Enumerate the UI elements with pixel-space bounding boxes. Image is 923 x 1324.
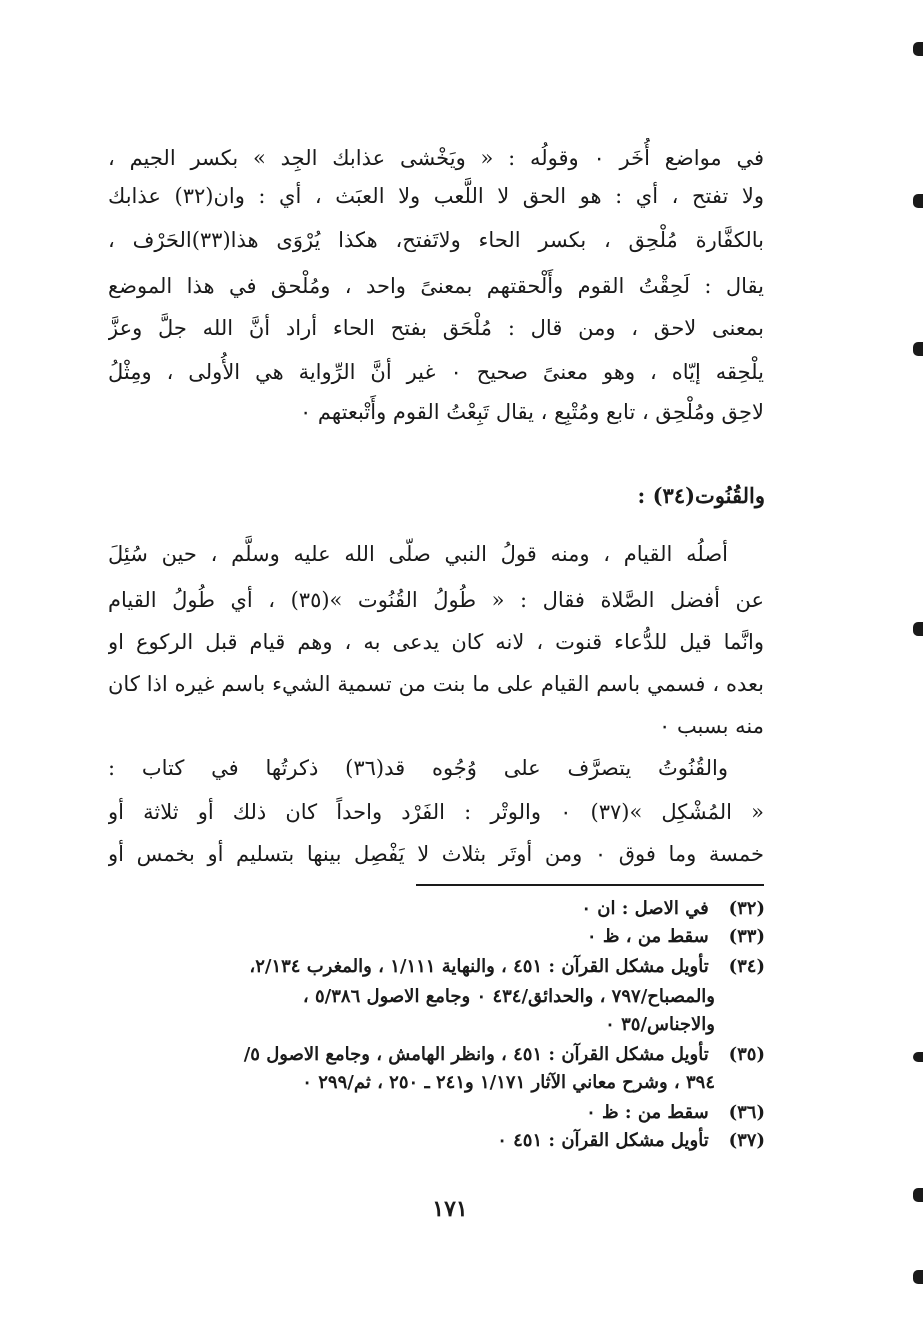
- scan-edge-mark: [913, 42, 923, 56]
- paragraph1-line-1: في مواضع أُخَر ٠ وقولُه : « ويَخْشى عذابك الجِد » بكسر الجيم ،: [108, 146, 764, 170]
- paragraph1-line-5: بمعنى لاحق ، ومن قال : مُلْحَق بفتح الحاء أراد أنَّ الله جلَّ وعزَّ: [108, 316, 764, 340]
- footnote-33: [105, 922, 765, 952]
- scan-edge-mark: [913, 1188, 923, 1202]
- footnote-number: (٣٣): [728, 926, 765, 947]
- paragraph2-line-3: وانَّما قيل للدُّعاء قنوت ، لانه كان يدعى به ، وهم قيام قبل الركوع او: [108, 630, 764, 654]
- paragraph3-line-1: والقُنُوتُ يتصرَّف على وُجُوه قد(٣٦) ذكرتُها في كتاب :: [108, 756, 728, 780]
- paragraph3-line-2: « المُشْكِل »(٣٧) ٠ والوتْر : الفَرْد واحداً كان ذلك أو ثلاثة أو: [108, 800, 764, 824]
- paragraph1-line-6: يلْحِقه إيّاه ، وهو معنىً صحيح ٠ غير أنَّ الرِّواية هي الأُولى ، ومِثْلُ: [108, 360, 764, 384]
- page-number: ١٧١: [432, 1196, 468, 1222]
- footnote-34-line-2: والمصباح/٧٩٧ ، والحدائق/٤٣٤ ٠ وجامع الاصول ٥/٣٨٦ ،: [302, 986, 715, 1007]
- footnote-number: (٣٦): [728, 1102, 765, 1123]
- scan-edge-mark: [913, 1052, 923, 1062]
- paragraph2-line-2: عن أفضل الصَّلاة فقال : « طُولُ القُنُوت »(٣٥) ، أي طُولُ القيام: [108, 588, 764, 612]
- footnote-37: [105, 1126, 765, 1156]
- footnote-35: [105, 1040, 765, 1070]
- footnote-32: [105, 894, 765, 924]
- scan-edge-mark: [913, 1270, 923, 1284]
- footnote-36: [105, 1098, 765, 1128]
- footnote-text: في الاصل : ان ٠: [581, 898, 709, 919]
- footnote-text: تأويل مشكل القرآن : ٤٥١ ، وانظر الهامش ، وجامع الاصول ٥/: [243, 1044, 709, 1065]
- footnote-34: [105, 952, 765, 982]
- section-heading: والقُنُوت(٣٤) :: [637, 483, 765, 508]
- scan-edge-mark: [913, 342, 923, 356]
- footnote-divider: [416, 884, 764, 886]
- footnote-number: (٣٤): [728, 956, 765, 977]
- scan-edge-mark: [913, 622, 923, 636]
- faint-bleed-through: [110, 455, 180, 473]
- paragraph1-line-2: ولا تفتح ، أي : هو الحق لا اللَّعب ولا العبَث ، أي : وان(٣٢) عذابك: [108, 184, 764, 208]
- footnote-text: تأويل مشكل القرآن : ٤٥١ ٠: [497, 1130, 709, 1151]
- footnote-35-line-2: ٣٩٤ ، وشرح معاني الآثار ١/١٧١ و٢٤١ ـ ٢٥٠ ، ثم/٢٩٩ ٠: [302, 1072, 715, 1093]
- footnote-text: سقط من : ظ ٠: [586, 1102, 709, 1123]
- footnote-text: تأويل مشكل القرآن : ٤٥١ ، والنهاية ١/١١١ ، والمغرب ٢/١٣٤،: [249, 956, 709, 977]
- paragraph2-line-1: أصلُه القيام ، ومنه قولُ النبي صلّى الله عليه وسلَّم ، حين سُئِلَ: [108, 542, 728, 566]
- paragraph1-line-4: يقال : لَحِقْتُ القوم وأَلْحقتهم بمعنىً واحد ، ومُلْحق في هذا الموضع: [108, 274, 764, 298]
- paragraph1-line-3: بالكفَّارة مُلْحِق ، بكسر الحاء ولاتَفتح، هكذا يُرْوَى هذا(٣٣)الحَرْف ،: [108, 228, 764, 252]
- footnote-number: (٣٢): [728, 898, 765, 919]
- paragraph2-line-4: بعده ، فسمي باسم القيام على ما بنت من تسمية الشيء باسم غيره اذا كان: [108, 672, 764, 696]
- footnote-number: (٣٧): [728, 1130, 765, 1151]
- footnote-number: (٣٥): [728, 1044, 765, 1065]
- footnote-text: سقط من ، ظ ٠: [586, 926, 709, 947]
- scan-edge-mark: [913, 194, 923, 208]
- paragraph3-line-3: خمسة وما فوق ٠ ومن أوتَر بثلاث لا يَفْصِل بينها بتسليم أو بخمس أو: [108, 842, 764, 866]
- paragraph2-line-5: منه بسبب ٠: [658, 714, 764, 738]
- footnote-34-line-3: والاجناس/٣٥ ٠: [605, 1014, 715, 1035]
- paragraph1-line-7: لاحِق ومُلْحِق ، تابع ومُتْبِع ، يقال تَبِعْتُ القوم وأَتْبعتهم ٠: [299, 400, 764, 424]
